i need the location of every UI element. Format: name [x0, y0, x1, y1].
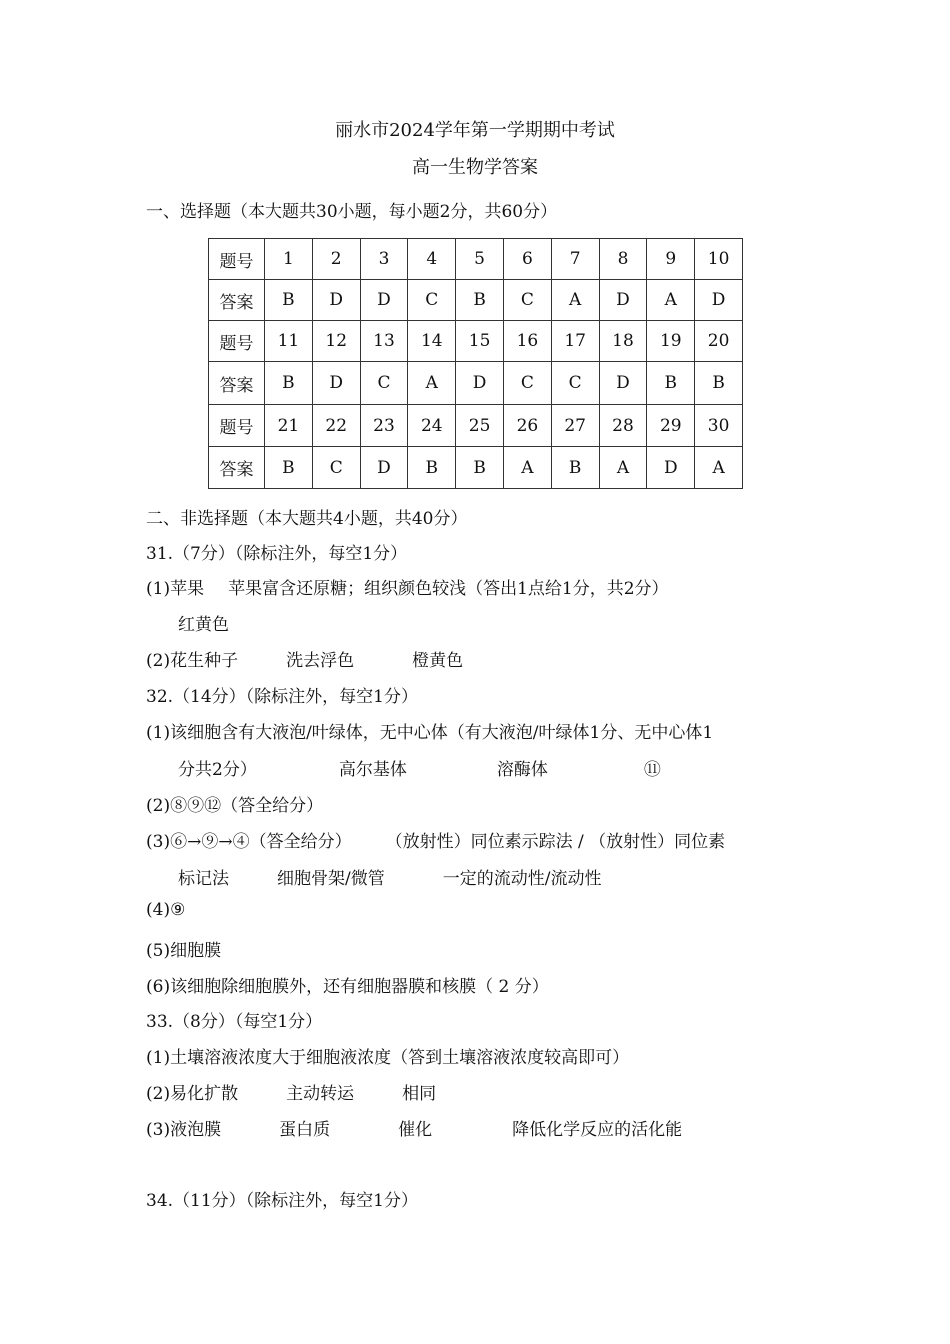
row-label: 题号 [209, 321, 265, 362]
q32-part2: (2)⑧⑨⑫（答全给分） [146, 796, 324, 816]
q32-part6: (6)该细胞除细胞膜外，还有细胞器膜和核膜（ 2 分） [146, 977, 549, 997]
table-cell: 14 [408, 321, 456, 362]
q31-part1 [146, 574, 669, 599]
table-cell: 12 [312, 321, 360, 362]
table-cell: 1 [265, 239, 313, 280]
table-cell: 18 [599, 321, 647, 362]
q32-part1-answer-b: 分共2分） [178, 760, 257, 780]
table-row [209, 239, 743, 280]
table-row [209, 447, 743, 489]
table-cell: 17 [551, 321, 599, 362]
q31-part1-answer-c: 红黄色 [178, 615, 229, 635]
table-cell: 20 [695, 321, 743, 362]
table-cell: C [360, 362, 408, 405]
table-cell: 9 [647, 239, 695, 280]
table-row [209, 405, 743, 447]
row-label: 题号 [209, 405, 265, 447]
table-cell: A [647, 280, 695, 321]
q32-part3-answer-e: 一定的流动性/流动性 [442, 869, 602, 889]
table-cell: 6 [503, 239, 551, 280]
table-cell: 19 [647, 321, 695, 362]
q32-part5: (5)细胞膜 [146, 941, 222, 961]
table-cell: A [599, 447, 647, 489]
row-label: 答案 [209, 362, 265, 405]
table-cell: B [265, 362, 313, 405]
table-cell: 16 [503, 321, 551, 362]
table-cell: D [599, 362, 647, 405]
table-cell: B [456, 447, 504, 489]
answer-table [208, 238, 743, 489]
table-cell: D [360, 447, 408, 489]
section1-heading: 一、选择题（本大题共30小题，每小题2分，共60分） [146, 202, 558, 222]
q32-part1-answer-c: 高尔基体 [338, 760, 407, 780]
row-label: 答案 [209, 447, 265, 489]
q32-part3-answer-a: (3)⑥→⑨→④（答全给分） [146, 832, 352, 852]
q34-header: 34.（11分）（除标注外，每空1分） [146, 1191, 418, 1211]
section2-heading: 二、非选择题（本大题共4小题，共40分） [146, 509, 468, 529]
table-cell: 22 [312, 405, 360, 447]
table-cell: 25 [456, 405, 504, 447]
q32-part3-line1 [146, 827, 725, 852]
q32-part1-line2 [178, 755, 661, 780]
q31-part2-answer-b: 洗去浮色 [286, 651, 355, 671]
q33-part2-answer-b: 主动转运 [286, 1084, 355, 1104]
q32-part1-answer-e: ⑪ [643, 760, 661, 780]
q32-part1-line1: (1)该细胞含有大液泡/叶绿体，无中心体（有大液泡/叶绿体1分、无中心体1 [146, 723, 714, 743]
table-cell: D [312, 280, 360, 321]
document-title: 丽水市2024学年第一学期期中考试 [335, 120, 615, 141]
q32-part4: (4)⑨ [146, 900, 186, 920]
q33-part3 [146, 1115, 682, 1140]
table-cell: 21 [265, 405, 313, 447]
table-cell: C [503, 280, 551, 321]
table-cell: 28 [599, 405, 647, 447]
q32-part3-answer-d: 细胞骨架/微管 [277, 869, 385, 889]
table-cell: 2 [312, 239, 360, 280]
q33-part3-answer-b: 蛋白质 [279, 1120, 331, 1140]
table-row [209, 280, 743, 321]
table-cell: B [551, 447, 599, 489]
table-cell: 15 [456, 321, 504, 362]
table-cell: 10 [695, 239, 743, 280]
q33-part3-answer-d: 降低化学反应的活化能 [512, 1120, 683, 1140]
document-subtitle: 高一生物学答案 [412, 157, 538, 178]
table-row [209, 321, 743, 362]
table-cell: A [551, 280, 599, 321]
table-cell: D [312, 362, 360, 405]
table-cell: D [360, 280, 408, 321]
row-label: 答案 [209, 280, 265, 321]
table-cell: 24 [408, 405, 456, 447]
q31-part1-answer-a: (1)苹果 [146, 579, 205, 599]
q33-header: 33.（8分）（每空1分） [146, 1012, 323, 1032]
table-cell: B [456, 280, 504, 321]
q33-part3-answer-a: (3)液泡膜 [146, 1120, 222, 1140]
table-cell: C [408, 280, 456, 321]
q31-part2-answer-c: 橙黄色 [412, 651, 464, 671]
q33-part2-answer-c: 相同 [402, 1084, 437, 1104]
q33-part1: (1)土壤溶液浓度大于细胞液浓度（答到土壤溶液浓度较高即可） [146, 1048, 630, 1068]
table-cell: D [456, 362, 504, 405]
table-row [209, 362, 743, 405]
q32-part3-answer-c: 标记法 [178, 869, 229, 889]
q33-part2 [146, 1079, 436, 1104]
table-cell: A [695, 447, 743, 489]
q32-part3-line2 [178, 864, 601, 889]
table-cell: D [647, 447, 695, 489]
table-cell: 23 [360, 405, 408, 447]
table-cell: D [695, 280, 743, 321]
table-cell: 30 [695, 405, 743, 447]
table-cell: 26 [503, 405, 551, 447]
table-cell: 8 [599, 239, 647, 280]
table-cell: B [647, 362, 695, 405]
q32-header: 32.（14分）（除标注外，每空1分） [146, 687, 418, 707]
table-cell: 5 [456, 239, 504, 280]
table-cell: 27 [551, 405, 599, 447]
table-cell: D [599, 280, 647, 321]
table-cell: B [695, 362, 743, 405]
table-cell: 4 [408, 239, 456, 280]
q33-part2-answer-a: (2)易化扩散 [146, 1084, 239, 1104]
q32-part1-answer-d: 溶酶体 [496, 760, 548, 780]
table-cell: 3 [360, 239, 408, 280]
row-label: 题号 [209, 239, 265, 280]
table-cell: A [408, 362, 456, 405]
table-cell: C [503, 362, 551, 405]
table-cell: B [408, 447, 456, 489]
q31-part2-answer-a: (2)花生种子 [146, 651, 239, 671]
table-cell: B [265, 280, 313, 321]
q33-part3-answer-c: 催化 [398, 1120, 433, 1140]
table-cell: 7 [551, 239, 599, 280]
q31-part1-answer-b: 苹果富含还原糖；组织颜色较浅（答出1点给1分，共2分） [228, 579, 669, 599]
table-cell: C [551, 362, 599, 405]
q31-header: 31.（7分）（除标注外，每空1分） [146, 544, 408, 564]
table-cell: C [312, 447, 360, 489]
table-cell: 13 [360, 321, 408, 362]
table-cell: 29 [647, 405, 695, 447]
table-cell: 11 [265, 321, 313, 362]
q32-part3-answer-b: （放射性）同位素示踪法 / （放射性）同位素 [385, 832, 726, 852]
table-cell: A [503, 447, 551, 489]
table-cell: B [265, 447, 313, 489]
q31-part2 [146, 646, 463, 671]
